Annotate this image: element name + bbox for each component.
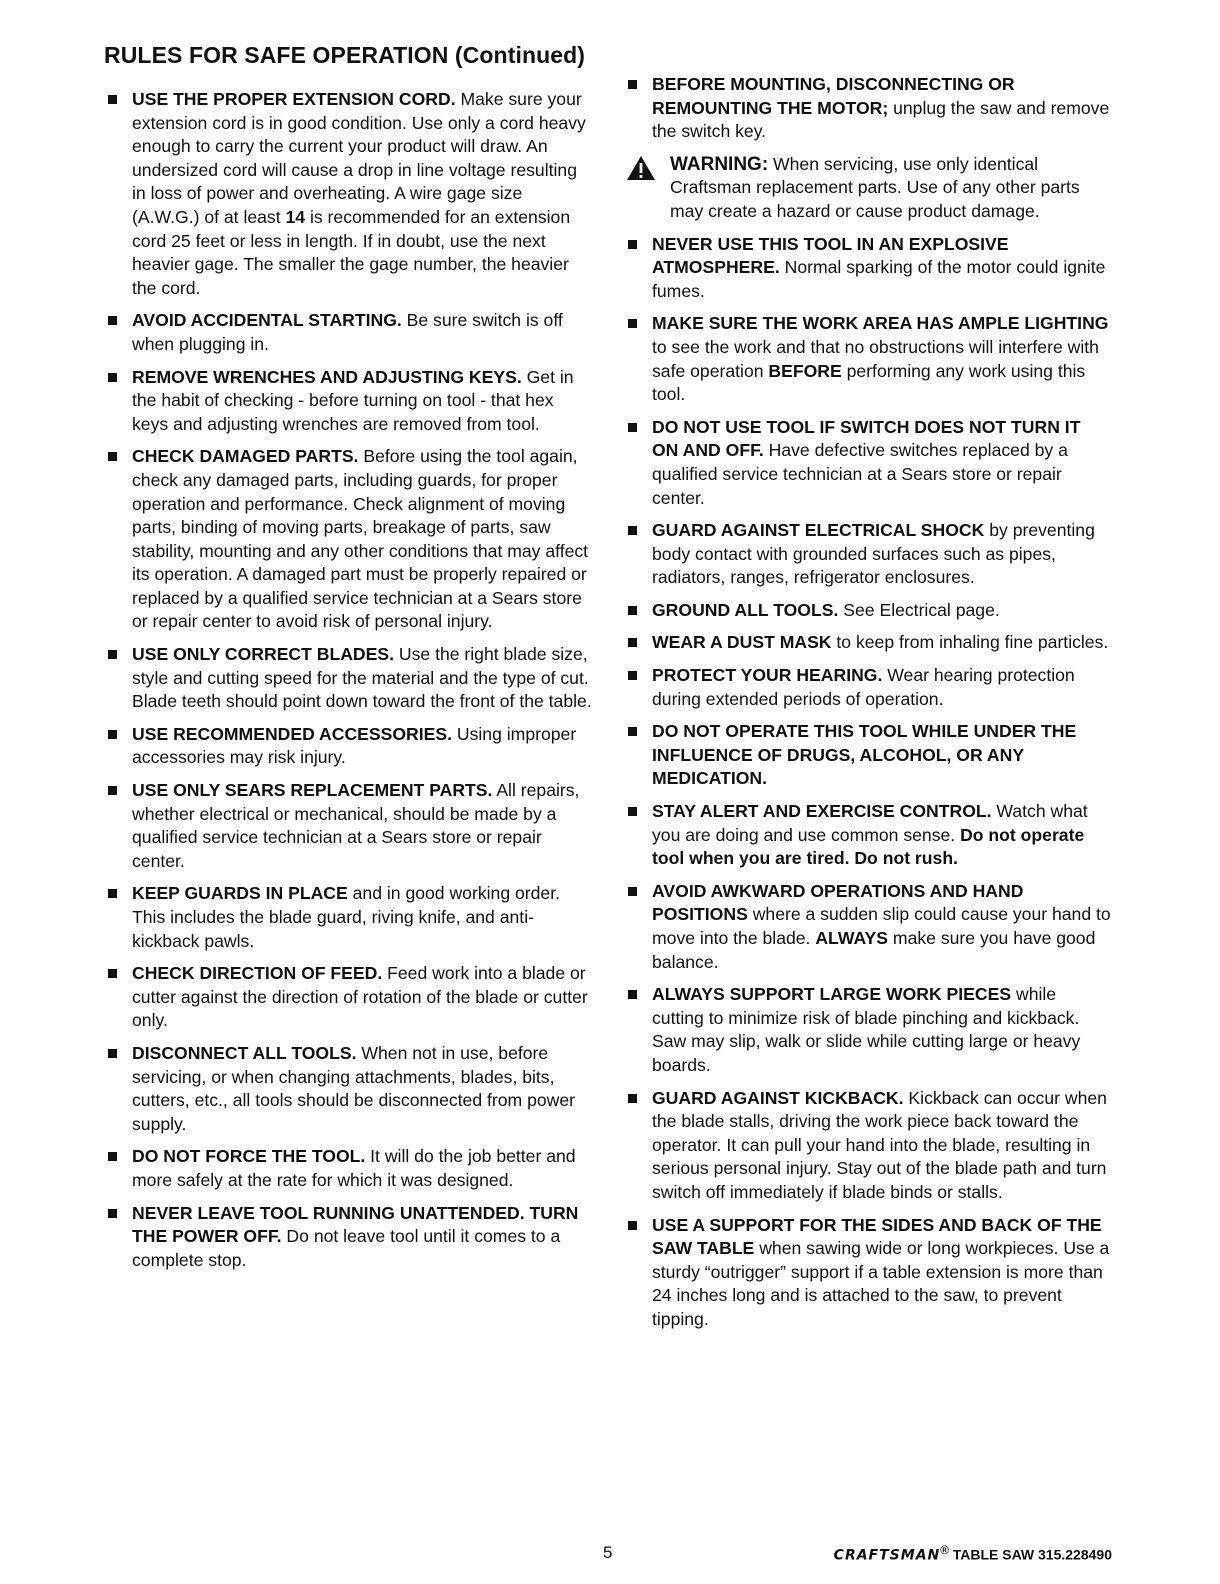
rule-heading: GUARD AGAINST KICKBACK. (652, 1087, 904, 1108)
square-bullet-icon (628, 638, 637, 647)
rule-text: make sure you have good balance. (652, 928, 1096, 972)
rule-text: Get in the habit of checking - before turning on tool - that hex keys and adjusting wrenches are removed from tool. (132, 366, 574, 434)
rule-text: It will do the job better and more safely at the rate for which it was designed. (132, 1146, 576, 1190)
rule-heading: USE ONLY CORRECT BLADES. (132, 644, 394, 665)
rule-heading: GROUND ALL TOOLS. (652, 599, 839, 620)
square-bullet-icon (108, 452, 117, 461)
right-column (626, 73, 1111, 1341)
rule-text: Normal sparking of the motor could ignite fumes. (652, 257, 1106, 301)
rule-heading: DO NOT OPERATE THIS TOOL WHILE UNDER THE INFLUENCE OF DRUGS, ALCOHOL, OR ANY MEDICATION. (652, 721, 1077, 789)
rule-item (626, 983, 1111, 1077)
rule-text: is recommended for an extension cord 25 feet or less in length. If in doubt, use the next heavier gage. The smaller the gage number, the heavier the cord. (132, 206, 571, 298)
rule-heading: CHECK DAMAGED PARTS. (132, 446, 359, 467)
square-bullet-icon (628, 319, 637, 328)
warning-notice (626, 153, 1111, 224)
rule-item (106, 962, 592, 1033)
rule-item (106, 366, 592, 437)
rule-item (626, 233, 1111, 304)
rule-heading: USE A SUPPORT FOR THE SIDES AND BACK OF THE SAW TABLE (652, 1214, 1102, 1259)
square-bullet-icon (108, 1049, 117, 1058)
rule-heading: GUARD AGAINST ELECTRICAL SHOCK (652, 520, 985, 541)
brand-logo: CRAFTSMAN (833, 1547, 941, 1564)
left-column (106, 88, 592, 1281)
rule-text: unplug the saw and remove the switch key. (652, 97, 1110, 142)
page-title: RULES FOR SAFE OPERATION (Continued) (104, 42, 586, 68)
rule-item (626, 664, 1111, 711)
rule-heading: USE ONLY SEARS REPLACEMENT PARTS. (132, 780, 493, 801)
square-bullet-icon (628, 887, 637, 896)
rule-item (626, 880, 1111, 974)
rule-item (106, 1145, 592, 1192)
rule-heading: USE RECOMMENDED ACCESSORIES. (132, 723, 452, 744)
rule-text: when sawing wide or long workpieces. Use a sturdy “outrigger” support if a table extension is more than 24 inches long and is attached to the saw, to prevent tipping. (652, 1238, 1110, 1329)
rule-text: Wear hearing protection during extended periods of operation. (652, 665, 1075, 709)
square-bullet-icon (628, 807, 637, 816)
rule-heading: MAKE SURE THE WORK AREA HAS AMPLE LIGHTING (652, 313, 1109, 334)
rule-text: Do not leave tool until it comes to a complete stop. (132, 1226, 561, 1270)
rule-heading: BEFORE MOUNTING, DISCONNECTING OR REMOUNTING THE MOTOR; (652, 74, 1015, 118)
rule-heading: AVOID AWKWARD OPERATIONS AND HAND POSITIONS (652, 880, 1024, 925)
rule-text: Watch what you are doing and use common sense. (652, 801, 1088, 845)
rule-heading: USE THE PROPER EXTENSION CORD. (132, 89, 456, 109)
rule-text: See Electrical page. (838, 599, 1000, 620)
square-bullet-icon (628, 990, 637, 999)
rule-item (626, 720, 1111, 791)
registered-mark: ® (940, 1544, 949, 1557)
rule-heading: KEEP GUARDS IN PLACE (132, 883, 348, 904)
square-bullet-icon (108, 730, 117, 739)
rule-text: and in good working order. This includes the blade guard, riving knife, and anti-kickback pawls. (132, 883, 560, 951)
square-bullet-icon (108, 316, 117, 325)
rule-text: performing any work using this tool. (652, 360, 1086, 405)
rule-text: Make sure your extension cord is in good condition. Use only a cord heavy enough to carry the current your product will draw. An undersized cord will cause a drop in line voltage resulting in loss of power and overheating. A wire gage size (A.W.G.) of at least (132, 89, 586, 227)
rule-item (106, 1042, 592, 1136)
rule-text: by preventing body contact with grounded surfaces such as pipes, radiators, ranges, refrigerator enclosures. (652, 520, 1095, 588)
rule-text: When not in use, before servicing, or when changing attachments, blades, bits, cutters, etc., all tools should be disconnected from power supply. (132, 1042, 576, 1134)
model-text: TABLE SAW 315.228490 (948, 1546, 1112, 1563)
rule-text: Use the right blade size, style and cutting speed for the material and the type of cut. Blade teeth should point down toward the front of the table. (132, 644, 592, 712)
square-bullet-icon (108, 373, 117, 382)
square-bullet-icon (108, 786, 117, 795)
square-bullet-icon (628, 1221, 637, 1230)
square-bullet-icon (628, 240, 637, 249)
rule-item (106, 723, 592, 770)
rule-heading: NEVER USE THIS TOOL IN AN EXPLOSIVE ATMOSPHERE. (652, 233, 1009, 278)
rule-text-bold: 14 (285, 206, 306, 227)
square-bullet-icon (108, 650, 117, 659)
rule-heading: STAY ALERT AND EXERCISE CONTROL. (652, 801, 992, 822)
square-bullet-icon (108, 1152, 117, 1161)
rule-item (626, 416, 1111, 510)
rule-text-bold: Do not operate tool when you are tired. Do not rush. (652, 824, 1085, 869)
rule-item (106, 88, 592, 300)
rule-text: Have defective switches replaced by a qualified service technician at a Sears store or repair center. (652, 440, 1068, 508)
warning-triangle-icon (626, 155, 656, 181)
rule-item (106, 1202, 592, 1273)
rule-item (626, 631, 1111, 655)
rule-text: where a sudden slip could cause your hand to move into the blade. (652, 904, 1111, 948)
rule-item (626, 1214, 1111, 1332)
rule-item (106, 779, 592, 873)
rule-text: to see the work and that no obstructions will interfere with safe operation (652, 336, 1099, 381)
square-bullet-icon (628, 671, 637, 680)
warning-label: WARNING: (670, 153, 769, 175)
rule-heading: PROTECT YOUR HEARING. (652, 665, 883, 686)
rule-text-bold: BEFORE (768, 360, 842, 381)
rule-text: Before using the tool again, check any damaged parts, including guards, for proper operation and performance. Check alignment of moving parts, binding of moving parts, breakage of parts, saw stability, mounting and any other conditions that may affect its operation. A damaged part must be properly repaired or replaced by a qualified service technician at a Sears store or repair center to avoid risk of personal injury. (132, 446, 589, 632)
rule-heading: NEVER LEAVE TOOL RUNNING UNATTENDED. TURN THE POWER OFF. (132, 1202, 579, 1247)
square-bullet-icon (108, 889, 117, 898)
rule-heading: ALWAYS SUPPORT LARGE WORK PIECES (652, 984, 1012, 1005)
rule-heading: AVOID ACCIDENTAL STARTING. (132, 310, 402, 331)
rule-heading: DISCONNECT ALL TOOLS. (132, 1042, 357, 1063)
square-bullet-icon (628, 606, 637, 615)
rule-heading: DO NOT USE TOOL IF SWITCH DOES NOT TURN IT ON AND OFF. (652, 416, 1081, 461)
rule-text: Kickback can occur when the blade stalls, driving the work piece back toward the operator. It can pull your hand into the blade, resulting in serious personal injury. Stay out of the blade path and turn switch off immediately if blade binds or stalls. (652, 1087, 1107, 1202)
square-bullet-icon (628, 727, 637, 736)
rule-item (626, 599, 1111, 623)
square-bullet-icon (628, 80, 637, 89)
square-bullet-icon (628, 423, 637, 432)
rule-text: Be sure switch is off when plugging in. (132, 310, 563, 354)
rule-item (106, 445, 592, 634)
rule-item (626, 73, 1111, 144)
square-bullet-icon (628, 1094, 637, 1103)
rule-item (626, 800, 1111, 871)
rule-heading: CHECK DIRECTION OF FEED. (132, 963, 383, 984)
rule-text: to keep from inhaling fine particles. (831, 632, 1109, 653)
square-bullet-icon (108, 1209, 117, 1218)
rule-item (106, 882, 592, 953)
rule-item (106, 643, 592, 714)
warning-text: When servicing, use only identical Craftsman replacement parts. Use of any other parts may create a hazard or cause product damage. (670, 153, 1080, 221)
square-bullet-icon (108, 969, 117, 978)
rule-heading: REMOVE WRENCHES AND ADJUSTING KEYS. (132, 366, 522, 387)
rule-item (626, 519, 1111, 590)
rule-text: All repairs, whether electrical or mechanical, should be made by a qualified service technician at a Sears store or repair center. (132, 780, 580, 871)
rule-text-bold: ALWAYS (815, 928, 889, 948)
square-bullet-icon (108, 95, 117, 104)
rule-item (626, 312, 1111, 406)
rule-text: Feed work into a blade or cutter against the direction of rotation of the blade or cutter only. (132, 963, 588, 1031)
rule-heading: WEAR A DUST MASK (652, 632, 832, 653)
rule-heading: DO NOT FORCE THE TOOL. (132, 1146, 366, 1167)
rule-item (626, 1087, 1111, 1205)
page-number: 5 (603, 1543, 613, 1562)
rule-text: Using improper accessories may risk injury. (132, 723, 577, 768)
square-bullet-icon (628, 526, 637, 535)
rule-text: while cutting to minimize risk of blade pinching and kickback. Saw may slip, walk or slide while cutting large or heavy boards. (652, 984, 1081, 1075)
rule-item (106, 309, 592, 356)
footer-model (834, 1544, 1112, 1564)
